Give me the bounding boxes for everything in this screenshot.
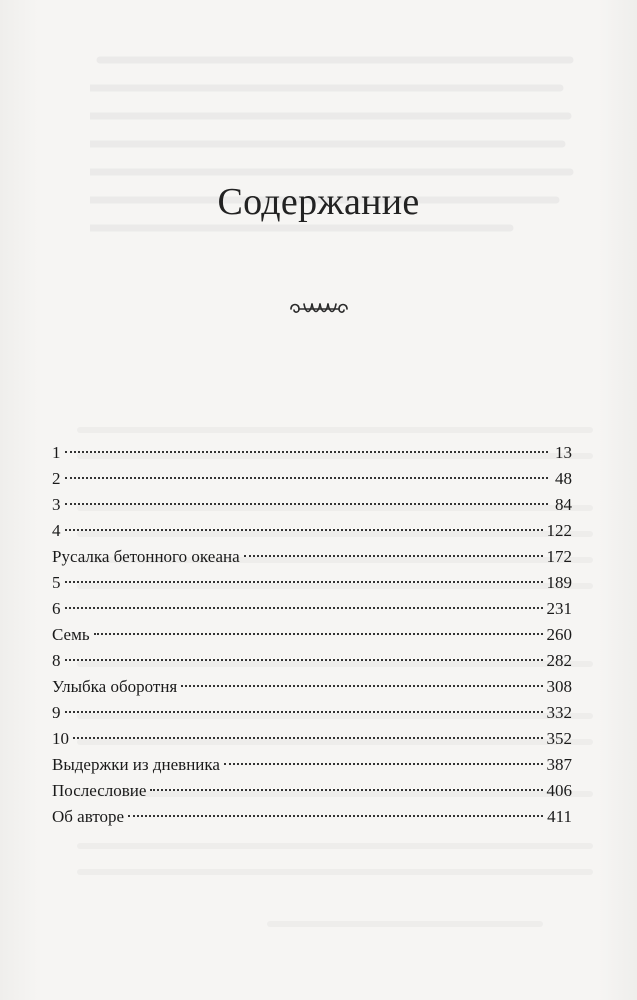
toc-entry[interactable] — [52, 466, 572, 492]
toc-entry[interactable] — [52, 492, 572, 518]
toc-entry-page: 411 — [547, 807, 572, 826]
toc-entry-page: 308 — [546, 677, 572, 696]
toc-entry[interactable] — [52, 700, 572, 726]
toc-entry-page: 84 — [555, 495, 572, 514]
toc-entry-label: Семь — [52, 625, 90, 644]
toc-entry-label: 4 — [52, 521, 61, 540]
dot-leader — [181, 685, 542, 687]
toc-entry-label: 1 — [52, 443, 61, 462]
toc-entry-page: 282 — [546, 651, 572, 670]
toc-entry[interactable] — [52, 648, 572, 674]
dot-leader — [65, 607, 543, 609]
dot-leader — [94, 633, 543, 635]
bleed-through-texture — [90, 48, 590, 258]
dot-leader — [65, 581, 543, 583]
toc-entry-label: Об авторе — [52, 807, 125, 826]
toc-entry-label: 3 — [52, 495, 61, 514]
toc-entry-page: 332 — [546, 703, 572, 722]
toc-entry-page: 231 — [546, 599, 572, 618]
dot-leader — [150, 789, 542, 791]
dot-leader — [224, 763, 543, 765]
toc-entry[interactable] — [52, 804, 572, 830]
dot-leader — [65, 477, 549, 479]
table-of-contents — [52, 440, 572, 830]
dot-leader — [73, 737, 543, 739]
toc-entry[interactable] — [52, 518, 572, 544]
toc-entry[interactable] — [52, 570, 572, 596]
toc-entry-label: 2 — [52, 469, 61, 488]
dot-leader — [65, 503, 549, 505]
toc-entry[interactable] — [52, 622, 572, 648]
toc-entry-page: 387 — [546, 755, 572, 774]
dot-leader — [244, 555, 543, 557]
toc-entry-page: 260 — [546, 625, 572, 644]
toc-entry-label: Улыбка оборотня — [52, 677, 178, 696]
toc-entry[interactable] — [52, 440, 572, 466]
toc-entry[interactable] — [52, 596, 572, 622]
toc-entry[interactable] — [52, 544, 572, 570]
toc-entry-page: 13 — [555, 443, 572, 462]
toc-entry[interactable] — [52, 752, 572, 778]
toc-entry-page: 122 — [546, 521, 572, 540]
dot-leader — [65, 711, 543, 713]
dot-leader — [128, 815, 543, 817]
toc-entry[interactable] — [52, 674, 572, 700]
toc-entry-label: 9 — [52, 703, 61, 722]
toc-entry-page: 189 — [546, 573, 572, 592]
bleed-lines — [90, 48, 590, 258]
toc-entry[interactable] — [52, 778, 572, 804]
dot-leader — [65, 451, 549, 453]
toc-entry-label: 6 — [52, 599, 61, 618]
toc-entry-page: 352 — [546, 729, 572, 748]
toc-entry[interactable] — [52, 726, 572, 752]
toc-entry-label: Русалка бетонного океана — [52, 547, 240, 566]
toc-entry-label: Выдержки из дневника — [52, 755, 220, 774]
toc-entry-page: 48 — [555, 469, 572, 488]
toc-entry-page: 172 — [546, 547, 572, 566]
page-title: Содержание — [217, 181, 420, 223]
toc-entry-label: 8 — [52, 651, 61, 670]
toc-entry-label: Послесловие — [52, 781, 147, 800]
toc-entry-label: 5 — [52, 573, 61, 592]
toc-entry-page: 406 — [546, 781, 572, 800]
toc-entry-label: 10 — [52, 729, 69, 748]
dot-leader — [65, 529, 543, 531]
flourish-ornament-icon — [288, 298, 350, 320]
dot-leader — [65, 659, 543, 661]
